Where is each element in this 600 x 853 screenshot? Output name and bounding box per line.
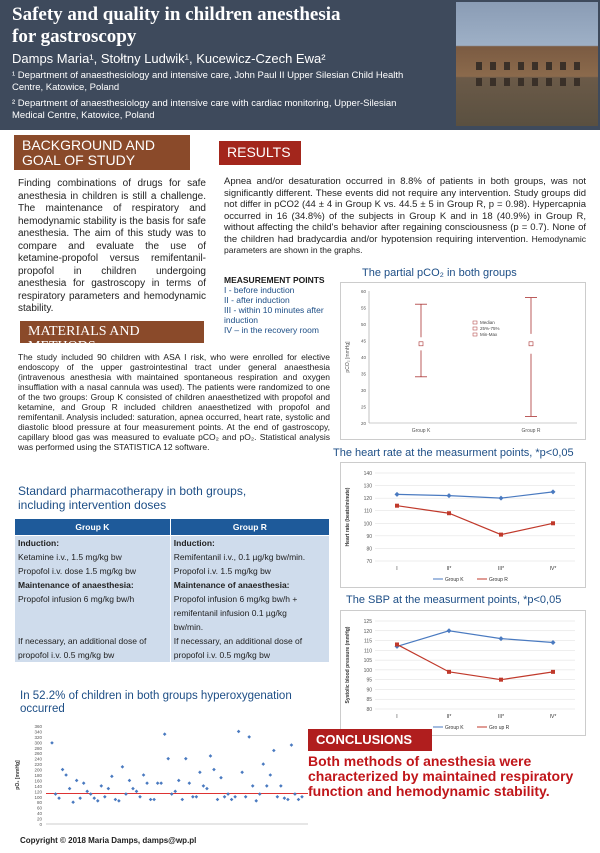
poster-title xyxy=(12,4,452,48)
conclusions-heading: CONCLUSIONS xyxy=(308,729,432,751)
data-point xyxy=(107,787,111,791)
y-tick-label: 140 xyxy=(363,471,372,477)
background-heading-line-1: BACKGROUND AND xyxy=(22,137,156,153)
x-tick-label: IV* xyxy=(549,566,557,572)
table-header-row xyxy=(15,519,330,536)
data-point xyxy=(145,781,149,785)
conclusions-text-main: Both methods of anesthesia were characterized by maintained respiratory function and hemodynamic stability xyxy=(308,753,574,799)
x-tick-label: IV* xyxy=(549,714,557,720)
data-point xyxy=(272,749,276,753)
data-point xyxy=(110,775,114,779)
measurement-item: III - within 10 minutes after induction xyxy=(224,305,324,325)
data-point xyxy=(149,798,153,802)
data-point xyxy=(293,792,297,796)
y-tick-label: 80 xyxy=(366,707,372,713)
series-line xyxy=(397,644,553,679)
data-point xyxy=(283,796,287,800)
table-cell: Induction: xyxy=(170,536,329,551)
x-tick-label: III* xyxy=(497,714,505,720)
table-cell: bw/min. xyxy=(170,620,329,634)
data-point xyxy=(156,781,160,785)
data-point xyxy=(163,732,167,736)
y-tick-label: 30 xyxy=(360,388,366,393)
table-cell xyxy=(15,606,171,620)
table-cell: Maintenance of anaesthesia: xyxy=(15,578,171,592)
table-cell: propofol i.v. 0.5 mg/kg bw xyxy=(15,648,171,662)
data-point xyxy=(75,779,79,783)
y-tick-label: 90 xyxy=(366,687,372,694)
background-heading xyxy=(14,135,190,170)
y-tick-label: 85 xyxy=(366,697,372,704)
y-tick-label: 0 xyxy=(39,822,42,827)
measurement-item: II - after induction xyxy=(224,295,290,305)
table-cell: Propofol infusion 6 mg/kg bw/h + xyxy=(170,592,329,606)
table-row xyxy=(15,564,330,578)
data-point xyxy=(499,678,503,682)
data-point xyxy=(166,757,170,761)
data-point xyxy=(191,795,195,799)
table-cell: Ketamine i.v., 1.5 mg/kg bw xyxy=(15,550,171,564)
y-tick-label: 125 xyxy=(363,619,372,625)
y-tick-label: 240 xyxy=(34,756,42,762)
table-header: Group K xyxy=(15,519,171,536)
conclusions-period: . xyxy=(545,783,550,799)
poster-header xyxy=(0,0,600,130)
conclusions-text xyxy=(308,754,600,799)
x-tick-label: III* xyxy=(497,566,505,572)
title-line-1: Safety and quality in children anesthesia xyxy=(12,4,341,25)
y-tick-label: 60 xyxy=(36,805,42,811)
legend-label: Gro up R xyxy=(489,725,510,731)
y-tick-label: 220 xyxy=(34,762,42,768)
y-tick-label: 90 xyxy=(366,533,372,540)
data-point xyxy=(78,796,82,800)
y-tick-label: 80 xyxy=(366,546,372,553)
methods-text: The study included 90 children with ASA I risk, who were enrolled for elective endoscopy of the upper gastrointestinal tract under general anaesthesia (intravenous anesthesia with maintained spontaneous respiration and oxygen insufflation with a nasal cannula was used). The patients were randomized to one of the two groups: Group K consisted of children anaesthetized with propofol and ketamine, and Group R included children anaesthetized with propofol and remifentanil. Analysis included: saturation, apnea occurred, heart rate, systolic and diastolic blood pressure at four measurement points. At the end of gastroscopy, capillary blood gas was measured to evaluate pCO₂ and pO₂. Statistical analysis was performed using the STATISTICA 12 software. xyxy=(18,352,330,452)
y-tick-label: 120 xyxy=(363,496,372,503)
data-point xyxy=(64,773,68,777)
data-point xyxy=(177,779,181,783)
table-cell: propofol i.v. 0.5 mg/kg bw xyxy=(170,648,329,662)
y-tick-label: 280 xyxy=(34,745,42,751)
data-point xyxy=(216,798,220,802)
scatter-title-line-1: In 52.2% of children in both groups hyperoxygenation xyxy=(20,690,292,702)
affiliation-2-line-2: Medical Centre, Katowice, Poland xyxy=(12,110,155,121)
y-axis-label: pCO₂ [mmHg] xyxy=(345,341,351,373)
data-point xyxy=(68,787,72,791)
x-tick-label: I xyxy=(396,714,398,720)
y-axis-label: Systolic blood pressure (mmHg) xyxy=(345,626,351,704)
y-tick-label: 25 xyxy=(360,404,366,410)
y-axis-label: pO₂ [mmHg] xyxy=(15,760,21,790)
table-cell: Propofol infusion 6 mg/kg bw/h xyxy=(15,592,171,606)
x-tick-label: I xyxy=(396,566,398,572)
data-point xyxy=(499,496,504,501)
legend-label: Group R xyxy=(489,577,508,583)
y-tick-label: 180 xyxy=(34,773,42,778)
pharmacotherapy-table xyxy=(14,518,330,662)
data-point xyxy=(395,492,400,497)
data-point xyxy=(96,799,100,803)
table-title xyxy=(18,484,246,512)
data-point xyxy=(170,792,174,796)
table-row xyxy=(15,634,330,648)
table-row xyxy=(15,606,330,620)
data-point xyxy=(202,784,206,788)
background-heading-line-2: GOAL OF STUDY xyxy=(22,152,136,168)
table-cell: Maintenance of anaesthesia: xyxy=(170,578,329,592)
data-point xyxy=(184,757,188,761)
data-point xyxy=(240,770,244,774)
data-point xyxy=(300,795,304,799)
y-tick-label: 200 xyxy=(34,767,42,773)
table-title-line-1: Standard pharmacotherapy in both groups, xyxy=(18,484,247,498)
affiliation-1-line-1: ¹ Department of anaesthesiology and intensive care, John Paul II Upper Silesian Child Health xyxy=(12,70,404,81)
data-point xyxy=(82,781,86,785)
y-tick-label: 140 xyxy=(34,783,42,789)
data-point xyxy=(61,768,65,772)
data-point xyxy=(226,792,230,796)
data-point xyxy=(237,730,241,734)
legend-label: Min-Max xyxy=(480,332,498,337)
data-point xyxy=(142,773,146,777)
table-row xyxy=(15,620,330,634)
data-point xyxy=(57,796,61,800)
y-tick-label: 110 xyxy=(364,508,372,515)
y-tick-label: 20 xyxy=(36,816,42,822)
y-tick-label: 120 xyxy=(34,789,42,795)
po2-scatter-chart xyxy=(12,722,312,832)
table-cell: Propofol i.v. dose 1.5 mg/kg bw xyxy=(15,564,171,578)
measurement-item: I - before induction xyxy=(224,285,295,295)
table-row xyxy=(15,592,330,606)
data-point xyxy=(395,642,399,646)
y-tick-label: 70 xyxy=(366,559,372,565)
data-point xyxy=(447,511,451,515)
data-point xyxy=(121,765,125,769)
data-point xyxy=(265,784,269,788)
y-tick-label: 100 xyxy=(363,667,372,674)
x-tick-label: Group K xyxy=(411,428,431,434)
y-tick-label: 105 xyxy=(363,658,372,665)
data-point xyxy=(551,489,556,494)
y-tick-label: 45 xyxy=(360,338,366,344)
table-cell: Remifentanil i.v., 0.1 µg/kg bw/min. xyxy=(170,550,329,564)
data-point xyxy=(92,796,96,800)
data-point xyxy=(247,735,251,739)
data-point xyxy=(71,800,75,804)
y-tick-label: 260 xyxy=(34,751,42,757)
data-point xyxy=(286,798,290,802)
y-tick-label: 40 xyxy=(360,355,366,360)
background-text: Finding combinations of drugs for safe anesthesia in children is still a challenge. The maintenance of respiratory and hemodynamic stability is the basis for safe anesthesia. The aim of this study was to compare and evaluate the use of ketamine-propofol versus remifentanil-propofol in children undergoing anesthesia for gastroscopy in terms of respiratory parameters and hemodynamic stability. xyxy=(18,178,206,314)
median-marker xyxy=(529,342,533,346)
table-row xyxy=(15,578,330,592)
data-point xyxy=(244,795,248,799)
data-point xyxy=(85,790,89,794)
y-tick-label: 55 xyxy=(360,305,366,311)
table-cell xyxy=(15,620,171,634)
data-point xyxy=(209,754,213,758)
results-text-main: Apnea and/or desaturation occurred in 8.8% of patients in both groups, was not significantly different. These events did not require any intervention. Study groups did not differ in pCO2 (44 ± 4 in Group K vs. 44.5 ± 5 in Group R, p = 0.98). Hypercapnia occurred in 16 (34.8%) of the subjects in Group K and in 18 (40.9%) in Group R, without affecting the child's behavior after regaining consciousness (p = 0.7). None of the children had bradycardia and/or hypotension requiring intervention. xyxy=(224,176,586,245)
data-point xyxy=(297,798,301,802)
legend-label: Group K xyxy=(445,577,464,583)
data-point xyxy=(159,781,163,785)
data-point xyxy=(261,762,265,766)
hr-chart-title: The heart rate at the measurment points, *p<0,05 xyxy=(333,447,574,459)
table-title-line-2: including intervention doses xyxy=(18,498,167,512)
results-heading: RESULTS xyxy=(219,141,301,165)
y-tick-label: 80 xyxy=(36,800,42,806)
data-point xyxy=(124,792,128,796)
legend-swatch xyxy=(473,333,477,336)
results-text xyxy=(224,176,586,257)
y-tick-label: 20 xyxy=(360,421,366,426)
series-line xyxy=(397,492,553,498)
data-point xyxy=(223,795,227,799)
affiliation-1-line-2: Centre, Katowice, Poland xyxy=(12,82,120,93)
data-point xyxy=(219,776,223,780)
data-point xyxy=(131,787,135,791)
data-point xyxy=(188,781,192,785)
y-tick-label: 115 xyxy=(364,638,372,645)
data-point xyxy=(551,670,555,674)
y-tick-label: 100 xyxy=(363,521,372,528)
y-tick-label: 360 xyxy=(34,724,42,729)
data-point xyxy=(135,790,139,794)
data-point xyxy=(54,792,58,796)
y-tick-label: 60 xyxy=(360,289,366,294)
data-point xyxy=(195,795,199,799)
sbp-chart-title: The SBP at the measurment points, *p<0,05 xyxy=(346,594,562,606)
data-point xyxy=(279,784,283,788)
data-point xyxy=(103,795,107,799)
y-tick-label: 300 xyxy=(34,740,42,746)
legend-swatch xyxy=(473,327,477,330)
table-cell: Propofol i.v. 1.5 mg/kg bw xyxy=(170,564,329,578)
data-point xyxy=(258,792,262,796)
y-axis-label: Heart rate (beats/minute) xyxy=(345,487,351,547)
copyright-footer: Copyright © 2018 Maria Damps, damps@wp.pl xyxy=(20,836,197,845)
y-tick-label: 340 xyxy=(34,729,42,735)
legend-label: 25%-75% xyxy=(480,326,500,331)
hospital-building-photo xyxy=(456,2,598,126)
legend-swatch xyxy=(473,321,477,324)
y-tick-label: 100 xyxy=(34,794,42,800)
affiliation-1 xyxy=(12,70,452,94)
data-point xyxy=(205,787,209,791)
affiliation-2-line-1: ² Department of anaesthesiology and intensive care with cardiac monitoring, Upper-Silesian xyxy=(12,98,397,109)
data-point xyxy=(99,784,103,788)
data-point xyxy=(230,798,234,802)
data-point xyxy=(251,784,255,788)
table-header: Group R xyxy=(170,519,329,536)
sbp-chart xyxy=(340,610,586,736)
data-point xyxy=(499,533,503,537)
pco2-box-chart xyxy=(340,282,586,440)
y-tick-label: 130 xyxy=(363,483,372,490)
table-cell: If necessary, an additional dose of xyxy=(15,634,171,648)
data-point xyxy=(152,798,156,802)
measurement-item: IV – in the recovery room xyxy=(224,325,319,335)
data-point xyxy=(138,795,142,799)
series-line xyxy=(397,506,553,535)
x-tick-label: II* xyxy=(446,566,452,572)
data-point xyxy=(233,795,237,799)
legend-label: Median xyxy=(480,320,495,325)
y-tick-label: 95 xyxy=(366,677,372,684)
data-point xyxy=(114,798,118,802)
data-point xyxy=(128,779,132,783)
median-marker xyxy=(419,342,423,346)
x-tick-label: II* xyxy=(446,714,452,720)
data-point xyxy=(50,741,54,745)
data-point xyxy=(551,521,555,525)
y-tick-label: 320 xyxy=(34,734,42,740)
series-line xyxy=(397,631,553,647)
data-point xyxy=(180,798,184,802)
data-point xyxy=(117,799,121,803)
data-point xyxy=(290,743,294,747)
table-row xyxy=(15,536,330,551)
data-point xyxy=(447,670,451,674)
measurement-points xyxy=(224,275,336,335)
data-point xyxy=(276,795,280,799)
data-point xyxy=(212,768,216,772)
affiliation-2 xyxy=(12,98,452,122)
y-tick-label: 110 xyxy=(364,648,372,655)
x-tick-label: Group R xyxy=(521,428,541,434)
y-tick-label: 50 xyxy=(360,322,366,327)
data-point xyxy=(447,493,452,498)
heart-rate-chart xyxy=(340,462,586,588)
measurement-heading: MEASUREMENT POINTS xyxy=(224,275,325,285)
y-tick-label: 120 xyxy=(363,628,372,635)
pco2-chart-title: The partial pCO₂ in both groups xyxy=(362,267,517,279)
title-line-2: for gastroscopy xyxy=(12,26,137,47)
data-point xyxy=(447,628,452,633)
y-tick-label: 160 xyxy=(34,778,42,784)
table-cell: Induction: xyxy=(15,536,171,551)
y-tick-label: 40 xyxy=(36,811,42,817)
y-tick-label: 35 xyxy=(360,371,366,377)
data-point xyxy=(198,770,202,774)
legend-label: Group K xyxy=(445,725,464,731)
table-row xyxy=(15,550,330,564)
scatter-title xyxy=(20,690,292,716)
table-cell: If necessary, an additional dose of xyxy=(170,634,329,648)
data-point xyxy=(173,790,177,794)
data-point xyxy=(254,799,258,803)
methods-heading: MATERIALS AND METHODS xyxy=(20,321,204,343)
table-row xyxy=(15,648,330,662)
results-text-small: Hemodynamic parameters are shown in the graphs. xyxy=(224,233,586,255)
data-point xyxy=(269,773,273,777)
data-point xyxy=(89,792,93,796)
scatter-title-line-2: occurred xyxy=(20,703,65,715)
authors: Damps Maria¹, Stołtny Ludwik¹, Kucewicz-Czech Ewa² xyxy=(12,51,326,66)
table-cell: remifentanil infusion 0.1 µg/kg xyxy=(170,606,329,620)
data-point xyxy=(395,504,399,508)
